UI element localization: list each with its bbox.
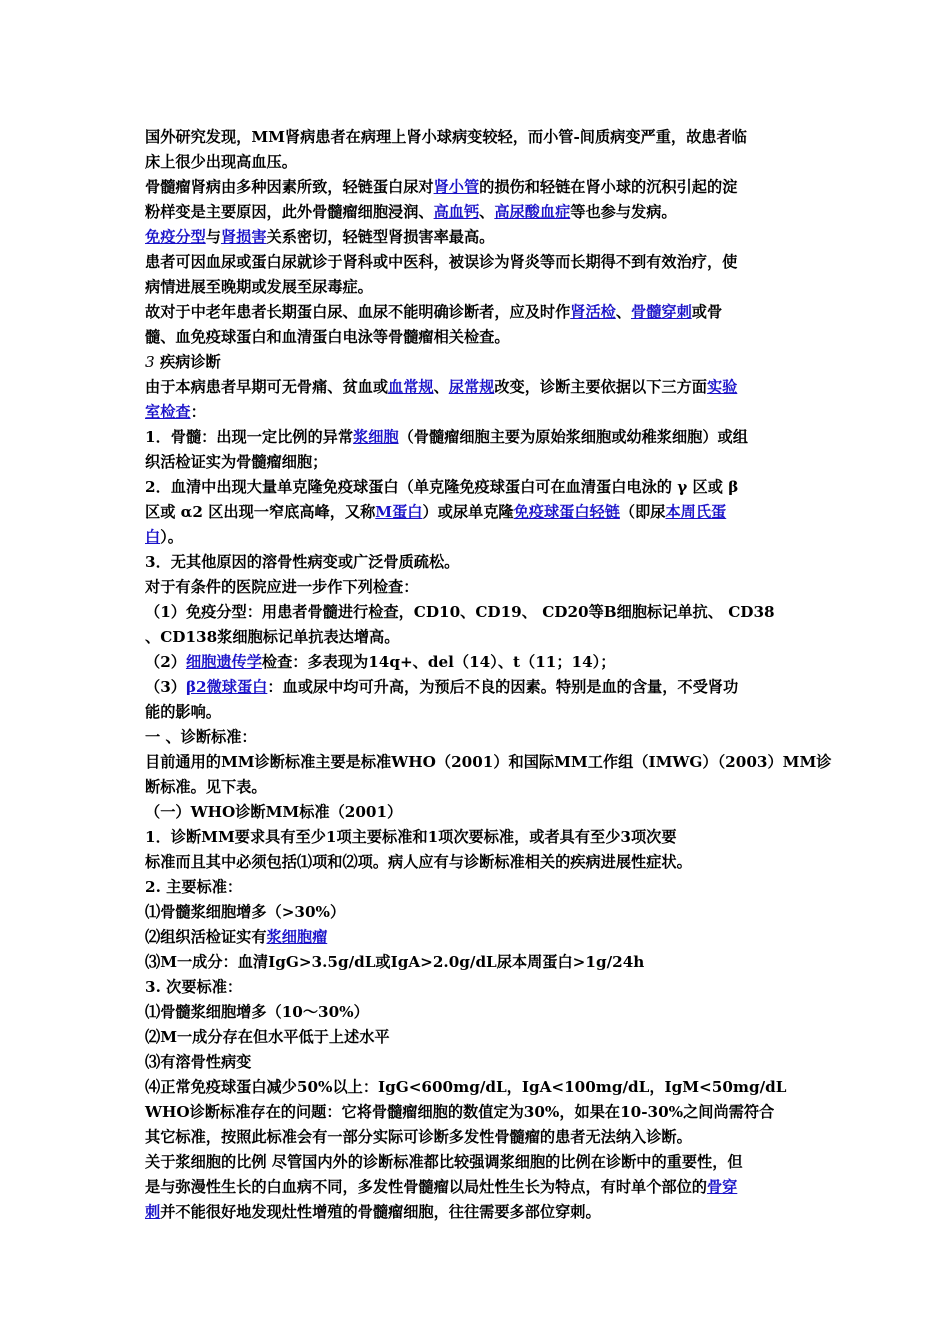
hyperlink[interactable]: 肾小管 xyxy=(433,178,480,196)
hyperlink[interactable]: 白 xyxy=(145,528,161,546)
text-run: （骨髓瘤细胞主要为原始浆细胞或幼稚浆细胞）或组 xyxy=(398,428,748,446)
text-line xyxy=(145,425,815,450)
text-line xyxy=(145,500,815,525)
text-run: ：血或尿中均可升高，为预后不良的因素。特别是血的含量，不受肾功 xyxy=(267,678,739,696)
text-run: 1．诊断MM要求具有至少1项主要标准和1项次要标准，或者具有至少3项次要 xyxy=(145,828,677,846)
text-run: ⑶有溶骨性病变 xyxy=(145,1053,252,1071)
text-run: ）。 xyxy=(160,528,183,546)
text-run: 2. 主要标准： xyxy=(145,878,243,896)
text-line xyxy=(145,525,815,550)
text-line xyxy=(145,400,815,425)
text-run: ⑵M一成分存在但水平低于上述水平 xyxy=(145,1028,390,1046)
text-run: 1．骨髓：出现一定比例的异常 xyxy=(145,428,354,446)
text-run: 、CD138浆细胞标记单抗表达增高。 xyxy=(145,628,400,646)
text-line xyxy=(145,925,815,950)
text-line xyxy=(145,625,815,650)
text-run: 目前通用的MM诊断标准主要是标准WHO（2001）和国际MM工作组（IMWG）（2003）MM诊 xyxy=(145,753,832,771)
text-run: 病情进展至晚期或发展至尿毒症。 xyxy=(145,278,373,296)
text-line xyxy=(145,300,815,325)
hyperlink[interactable]: 免疫球蛋白轻链 xyxy=(513,503,620,521)
text-line xyxy=(145,1125,815,1150)
text-run: （1）免疫分型：用患者骨髓进行检查，CD10、CD19、 CD20等B细胞标记单抗、 CD38 xyxy=(145,603,775,621)
hyperlink[interactable]: 骨髓穿刺 xyxy=(631,303,692,321)
text-line xyxy=(145,775,815,800)
text-run: 故对于中老年患者长期蛋白尿、血尿不能明确诊断者，应及时作 xyxy=(145,303,571,321)
hyperlink[interactable]: 刺 xyxy=(145,1203,161,1221)
text-run: 关系密切，轻链型肾损害率最高。 xyxy=(266,228,495,246)
text-run: 骨髓瘤肾病由多种因素所致，轻链蛋白尿对 xyxy=(145,178,434,196)
text-run: （即尿 xyxy=(619,503,666,521)
text-run: 的损伤和轻链在肾小球的沉积引起的淀 xyxy=(479,178,738,196)
text-line xyxy=(145,350,815,375)
text-run: ⑶M一成分：血清IgG>3.5g/dL或IgA>2.0g/dL尿本周蛋白>1g/24h xyxy=(145,953,645,971)
text-run: 2．血清中出现大量单克隆免疫球蛋白（单克隆免疫球蛋白可在血清蛋白电泳的 γ 区或 β xyxy=(145,478,739,496)
text-run: 并不能很好地发现灶性增殖的骨髓瘤细胞，往往需要多部位穿刺。 xyxy=(160,1203,601,1221)
text-run: ⑴骨髓浆细胞增多（10～30%） xyxy=(145,1003,369,1021)
text-run: ⑴骨髓浆细胞增多（>30%） xyxy=(145,903,346,921)
text-line xyxy=(145,950,815,975)
hyperlink[interactable]: 骨穿 xyxy=(706,1178,738,1196)
text-run: ： xyxy=(190,403,206,421)
text-run: 其它标准，按照此标准会有一部分实际可诊断多发性骨髓瘤的患者无法纳入诊断。 xyxy=(145,1128,692,1146)
text-line xyxy=(145,550,815,575)
text-run: 3．无其他原因的溶骨性病变或广泛骨质疏松。 xyxy=(145,553,460,571)
hyperlink[interactable]: 浆细胞瘤 xyxy=(266,928,328,946)
text-line xyxy=(145,675,815,700)
hyperlink[interactable]: 尿常规 xyxy=(448,378,495,396)
hyperlink[interactable]: 高血钙 xyxy=(433,203,480,221)
text-run: 髓、血免疫球蛋白和血清蛋白电泳等骨髓瘤相关检查。 xyxy=(145,328,510,346)
hyperlink[interactable]: 实验 xyxy=(706,378,738,396)
text-line xyxy=(145,225,815,250)
text-line xyxy=(145,1100,815,1125)
text-run: 由于本病患者早期可无骨痛、贫血或 xyxy=(145,378,388,396)
text-line xyxy=(145,1200,815,1225)
text-line xyxy=(145,850,815,875)
text-run: 是与弥漫性生长的白血病不同，多发性骨髓瘤以局灶性生长为特点，有时单个部位的 xyxy=(145,1178,707,1196)
text-run: 、 xyxy=(479,203,495,221)
text-line xyxy=(145,450,815,475)
text-line xyxy=(145,750,832,775)
text-line xyxy=(145,1075,815,1100)
text-run: 能的影响。 xyxy=(145,703,221,721)
hyperlink[interactable]: M蛋白 xyxy=(375,503,423,521)
text-run: 改变，诊断主要依据以下三方面 xyxy=(494,378,707,396)
hyperlink[interactable]: 肾损害 xyxy=(220,228,267,246)
text-run: 患者可因血尿或蛋白尿就诊于肾科或中医科，被误诊为肾炎等而长期得不到有效治疗，使 xyxy=(145,253,738,271)
hyperlink[interactable]: 浆细胞 xyxy=(353,428,399,446)
text-run: （3） xyxy=(145,678,186,696)
text-run: 疾病诊断 xyxy=(154,353,221,371)
text-line xyxy=(145,1050,815,1075)
hyperlink[interactable]: 高尿酸血症 xyxy=(494,203,571,221)
text-run: 与 xyxy=(205,228,221,246)
text-line xyxy=(145,150,815,175)
text-run: 区或 α2 区出现一窄底高峰，又称 xyxy=(145,503,376,521)
text-run: ⑵组织活检证实有 xyxy=(145,928,267,946)
text-line xyxy=(145,1150,815,1175)
text-line xyxy=(145,375,815,400)
text-run: （2） xyxy=(145,653,186,671)
text-run: WHO诊断标准存在的问题：它将骨髓瘤细胞的数值定为30%，如果在10-30%之间尚需符合 xyxy=(145,1103,775,1121)
text-line xyxy=(145,175,815,200)
text-run: （一）WHO诊断MM标准（2001） xyxy=(145,803,403,821)
text-run: 对于有条件的医院应进一步作下列检查： xyxy=(145,578,419,596)
text-line xyxy=(145,200,815,225)
hyperlink[interactable]: 免疫分型 xyxy=(145,228,206,246)
text-line xyxy=(145,600,815,625)
text-line xyxy=(145,975,815,1000)
text-run: 检查：多表现为14q+、del（14）、t（11；14）； xyxy=(261,653,616,671)
text-run: ⑷正常免疫球蛋白减少50%以上：IgG<600mg/dL，IgA<100mg/dL，IgM<50mg/dL xyxy=(145,1078,787,1096)
text-line xyxy=(145,475,815,500)
text-run: 粉样变是主要原因，此外骨髓瘤细胞浸润、 xyxy=(145,203,434,221)
text-line xyxy=(145,575,815,600)
text-line xyxy=(145,900,815,925)
text-line xyxy=(145,1025,815,1050)
text-run: 等也参与发病。 xyxy=(570,203,677,221)
text-line xyxy=(145,800,815,825)
text-run: 、 xyxy=(615,303,631,321)
text-line xyxy=(145,250,815,275)
text-line xyxy=(145,875,815,900)
text-line xyxy=(145,125,815,150)
text-run: 标准而且其中必须包括⑴项和⑵项。病人应有与诊断标准相关的疾病进展性症状。 xyxy=(145,853,692,871)
text-run: 3. 次要标准： xyxy=(145,978,243,996)
text-line xyxy=(145,275,815,300)
text-line xyxy=(145,825,815,850)
section-number: 3 xyxy=(145,353,155,371)
hyperlink[interactable]: 肾活检 xyxy=(570,303,616,321)
text-run: 、 xyxy=(433,378,449,396)
hyperlink[interactable]: 本周氏蛋 xyxy=(665,503,727,521)
hyperlink[interactable]: 室检查 xyxy=(145,403,191,421)
hyperlink[interactable]: 细胞遗传学 xyxy=(185,653,262,671)
hyperlink[interactable]: 血常规 xyxy=(388,378,434,396)
text-run: 国外研究发现，MM肾病患者在病理上肾小球病变较轻，而小管-间质病变严重，故患者临 xyxy=(145,128,747,146)
text-run: 床上很少出现高血压。 xyxy=(145,153,297,171)
text-run: 织活检证实为骨髓瘤细胞； xyxy=(145,453,328,471)
text-line xyxy=(145,325,815,350)
text-line xyxy=(145,725,815,750)
text-line xyxy=(145,1000,815,1025)
text-run: 一 、诊断标准： xyxy=(145,728,257,746)
text-run: 断标准。见下表。 xyxy=(145,778,267,796)
hyperlink[interactable]: β2微球蛋白 xyxy=(185,678,268,696)
text-line xyxy=(145,1175,815,1200)
text-run: 或骨 xyxy=(691,303,723,321)
text-run: 关于浆细胞的比例 尽管国内外的诊断标准都比较强调浆细胞的比例在诊断中的重要性，但 xyxy=(145,1153,743,1171)
text-line xyxy=(145,650,815,675)
text-run: ）或尿单克隆 xyxy=(422,503,514,521)
document-page xyxy=(145,125,832,1225)
text-line xyxy=(145,700,815,725)
